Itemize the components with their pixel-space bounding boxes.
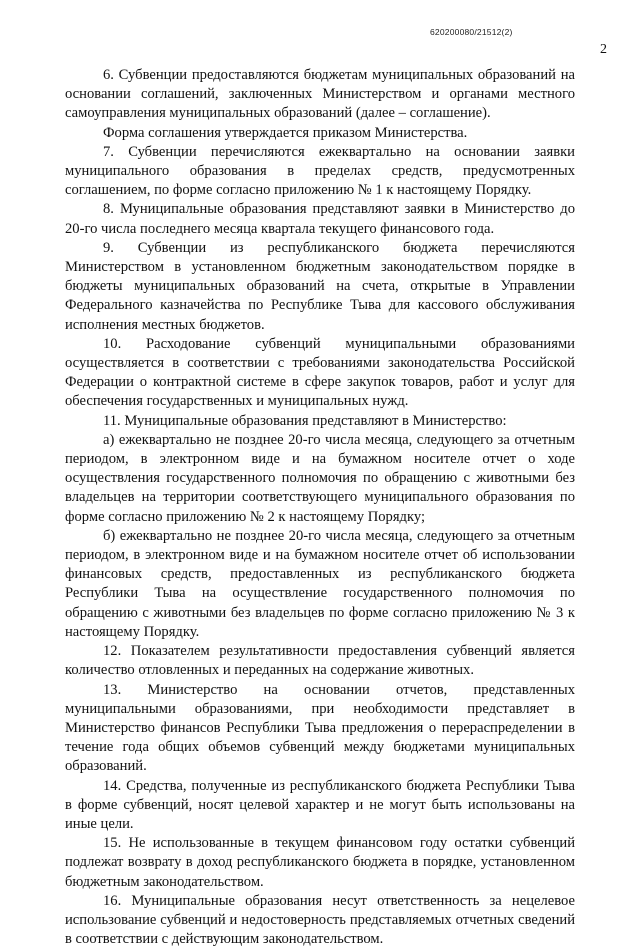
page-number: 2 (600, 42, 607, 57)
paragraph-16: 16. Муниципальные образования несут ответственность за нецелевое использование субвенций и недостоверность представляемых отчетных сведений в соответствии с действующим законодательством. (65, 892, 575, 948)
paragraph-11-b: б) ежеквартально не позднее 20-го числа месяца, следующего за отчетным периодом, в электронном виде и на бумажном носителе отчет об использовании финансовых средств, предоставленных из республиканского бюджета Республики Тыва на осуществление государственного полномочия по обращению с животными без владельцев по форме согласно приложению № 3 к настоящему Порядку. (65, 527, 575, 640)
document-id: 620200080/21512(2) (430, 27, 513, 37)
paragraph-8: 8. Муниципальные образования представляют заявки в Министерство до 20-го числа последнего месяца квартала текущего финансового года. (65, 201, 575, 237)
paragraph-6-form: Форма соглашения утверждается приказом Министерства. (103, 124, 468, 141)
paragraph-10: 10. Расходование субвенций муниципальными образованиями осуществляется в соответствии с требованиями законодательства Российской Федерации о контрактной системе в сфере закупок товаров, работ и услуг для обеспечения государственных и муниципальных нужд. (65, 335, 575, 410)
document-body (65, 66, 575, 949)
paragraph-11-a: а) ежеквартально не позднее 20-го числа месяца, следующего за отчетным периодом, в электронном виде и на бумажном носителе отчет о ходе осуществления государственного полномочия по обращению с животными без владельцев на территории соответствующего муниципального образования по форме согласно приложению № 2 к настоящему Порядку; (65, 431, 575, 525)
paragraph-14: 14. Средства, полученные из республиканского бюджета Республики Тыва в форме субвенций, носят целевой характер и не могут быть использованы на иные цели. (65, 777, 575, 832)
paragraph-12: 12. Показателем результативности предоставления субвенций является количество отловленных и переданных на содержание животных. (65, 643, 575, 679)
paragraph-6: 6. Субвенции предоставляются бюджетам муниципальных образований на основании соглашений, заключенных Министерством и органами местного самоуправления муниципальных образований (далее – соглашение). (65, 67, 575, 122)
paragraph-7: 7. Субвенции перечисляются ежеквартально на основании заявки муниципального образования в пределах средств, предусмотренных соглашением, по форме согласно приложению № 1 к настоящему Порядку. (65, 143, 575, 199)
paragraph-11: 11. Муниципальные образования представляют в Министерство: (103, 412, 507, 429)
paragraph-15: 15. Не использованные в текущем финансовом году остатки субвенций подлежат возврату в доход республиканского бюджета в порядке, установленном бюджетным законодательством. (65, 835, 575, 890)
paragraph-13: 13. Министерство на основании отчетов, представленных муниципальными образованиями, при необходимости представляет в Министерство финансов Республики Тыва предложения о перераспределении в течение года общих объемов субвенций между бюджетами муниципальных образований. (65, 681, 575, 775)
paragraph-9: 9. Субвенции из республиканского бюджета перечисляются Министерством в установленном бюджетным законодательством порядке в бюджеты муниципальных образований на счета, открытые в Управлении Федерального казначейства по Республике Тыва для кассового обслуживания исполнения местных бюджетов. (65, 239, 575, 333)
